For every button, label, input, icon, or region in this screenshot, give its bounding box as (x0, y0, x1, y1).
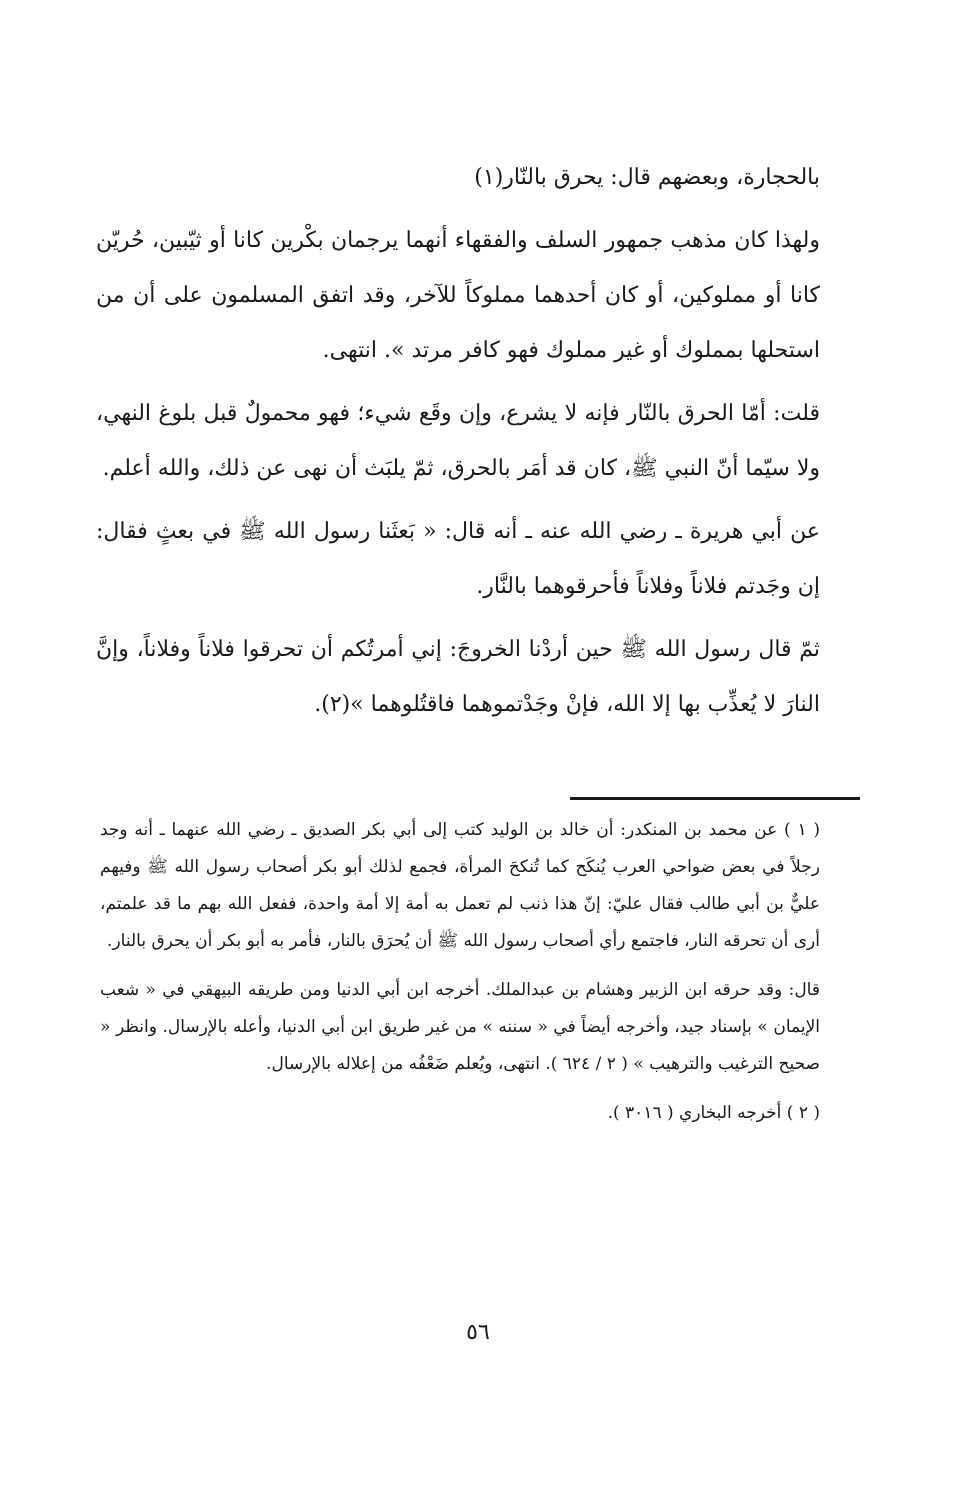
footnote-2: ( ٢ ) أخرجه البخاري ( ٣٠١٦ ). (607, 1103, 820, 1123)
paragraph-5: ثمّ قال رسول الله ﷺ حين أردْنا الخروجَ: إني أمرتُكم أن تحرقوا فلاناً وفلاناً، وإنَّ النارَ لا يُعذِّب بها إلا الله، فإنْ وجَدْتموهما فاقتُلوهما »(٢). (96, 637, 820, 717)
paragraph-3: قلت: أمّا الحرق بالنّار فإنه لا يشرع، وإن وقَع شيء؛ فهو محمولٌ قبل بلوغ النهي، ولا سيّما أنّ النبي ﷺ، كان قد أمَر بالحرق، ثمّ يلبَث أن نهى عن ذلك، والله أعلم. (96, 401, 820, 481)
footnote-1-continued: قال: وقد حرقه ابن الزبير وهشام بن عبدالملك. أخرجه ابن أبي الدنيا ومن طريقه البيهقي في « شعب الإيمان » بإسناد جيد، وأخرجه أيضاً في « سننه » من غير طريق ابن أبي الدنيا، وأعله بالإرسال. وانظر « صحيح الترغيب والترهيب » ( ٢ / ٦٢٤ ). انتهى، ويُعلم ضَعْفُه من إعلاله بالإرسال. (100, 980, 820, 1074)
footnotes-block (100, 812, 820, 1144)
paragraph-2: ولهذا كان مذهب جمهور السلف والفقهاء أنهما يرجمان بكْرين كانا أو ثيّبين، حُريّن كانا أو مملوكين، أو كان أحدهما مملوكاً للآخر، وقد اتفق المسلمون على أن من استحلها بمملوك أو غير مملوك فهو كافر مرتد ». انتهى. (96, 228, 820, 363)
footnote-1: ( ١ ) عن محمد بن المنكدر: أن خالد بن الوليد كتب إلى أبي بكر الصديق ـ رضي الله عنهما ـ أنه وجد رجلاً في بعض ضواحي العرب يُنكَح كما تُنكحَ المرأة، فجمع لذلك أبو بكر أصحاب رسول الله ﷺ وفيهم عليٌّ بن أبي طالب فقال عليّ: إنّ هذا ذنب لم تعمل به أمة إلا أمة واحدة، ففعل الله بهم ما قد علمتم، أرى أن تحرقه النار، فاجتمع رأي أصحاب رسول الله ﷺ أن يُحرَق بالنار، فأمر به أبو بكر أن يحرق بالنار. (100, 820, 820, 951)
main-text-block (96, 150, 820, 740)
paragraph-4: عن أبي هريرة ـ رضي الله عنه ـ أنه قال: « بَعثَنا رسول الله ﷺ في بعثٍ فقال: إن وجَدتم فلاناً وفلاناً فأحرقوهما بالنَّار. (96, 519, 820, 599)
page-number: ٥٦ (466, 1320, 490, 1345)
paragraph-1: بالحجارة، وبعضهم قال: يحرق بالنّار(١) (474, 165, 820, 190)
footnote-separator (570, 797, 860, 800)
